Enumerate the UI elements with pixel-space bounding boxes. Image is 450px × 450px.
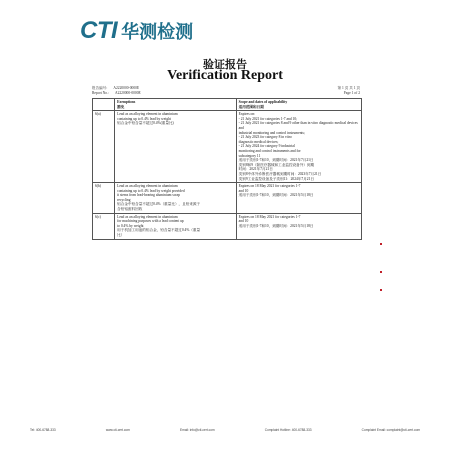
table-row — [93, 111, 362, 183]
scope-line: subcategory 11 — [238, 153, 261, 158]
row-number: 6(b) — [93, 183, 115, 214]
table-row — [93, 213, 362, 239]
exemption-line: to 0.4% by weight — [117, 223, 144, 228]
row-number: 6(a) — [93, 111, 115, 183]
scope-line: 时间：2021年7月21日 — [238, 167, 273, 172]
scope-line: - 21 July 2021 for categories 1-7 and 10; — [238, 116, 298, 121]
scope-line: Expires on 18 May 2021 for categories 1-7 — [238, 184, 301, 189]
scope-line: and 10 — [238, 219, 249, 224]
scope-line: - 21 July 2024 for category 9 industrial — [238, 144, 295, 149]
scope-line: and 10 — [238, 188, 249, 193]
title-chinese: 验证报告 — [203, 58, 247, 71]
scope-line: 适用于类别1-7和10，到期时间：2021年5月18日 — [238, 193, 314, 198]
scope-cell — [236, 213, 361, 239]
exemption-table — [92, 98, 362, 240]
footer-complaint-tel: Complaint Hotline: 400-6788-333 — [264, 428, 312, 432]
exemption-line: 用于机加工用途的铝合金，铅含量不超过0.4%（重量 — [117, 228, 201, 233]
exemption-line: 铝合金中铅含量不超过0.4%(重量比) — [117, 121, 174, 126]
exemption-line: it stems from lead-bearing aluminium scrap — [117, 193, 180, 198]
meta-row-en — [92, 91, 360, 96]
exemption-line: 含铅铝废料回收 — [117, 207, 143, 212]
scope-line: 适用于类别1-7和10，到期时间：2021年5月18日 — [238, 223, 314, 228]
header-exemptions: Exemptions 豁免 — [115, 99, 237, 111]
table-header-row — [93, 99, 362, 111]
scope-line: diagnostic medical devices; — [238, 139, 279, 144]
scope-line: - 21 July 2023 for category 8 in vitro — [238, 135, 292, 140]
scope-line: - 21 July 2021 for categories 8 and 9 other than in vitro diagnostic medical devices and — [238, 121, 358, 130]
report-no-cn: A2220000-0000E — [113, 86, 140, 90]
report-no-en: A2220000-0000E — [114, 91, 141, 95]
scope-line: 适用于类别1-7和10，到期时间：2021年7月21日 — [238, 158, 314, 163]
report-no-label-en: Report No.: — [92, 91, 109, 95]
exemption-cell — [115, 111, 237, 183]
scope-line: 类别8中体外诊断医疗器械到期时间：2023年7月21日 — [238, 171, 322, 176]
scope-line: 类别9工业监控设备及子类别11：2024年7月21日 — [238, 176, 314, 181]
footer-tel: Tel: 400-6788-333 — [30, 428, 56, 432]
page-indicator-en: Page 1 of 2 — [343, 91, 360, 95]
exemption-line: Lead as an alloying element in aluminium — [117, 112, 178, 117]
footer-web: www.cti-cert.com — [105, 428, 130, 432]
exemption-cell — [115, 183, 237, 214]
scope-line: Expires on: — [238, 112, 256, 117]
exemption-line: for machining purposes with a lead content up — [117, 219, 184, 224]
footer-complaint-email: Complaint Email: complaint@cti-cert.com — [361, 428, 420, 432]
report-no-label-cn: 报告编号: — [92, 86, 108, 90]
footer-email: Email: info@cti-cert.com — [180, 428, 215, 432]
exemption-line: 比） — [117, 233, 125, 238]
scope-line: Expires on 18 May 2021 for categories 1-7 — [238, 214, 301, 219]
logo-brand: CTI — [80, 17, 118, 44]
row-number: 6(c) — [93, 213, 115, 239]
title-english: Verification Report — [167, 68, 283, 83]
exemption-line: Lead as an alloying element in aluminium — [117, 184, 178, 189]
exemption-line: containing up to 0.4% lead by weight provided — [117, 188, 185, 193]
page-indicator-cn: 第 1 页 共 1 页 — [337, 86, 360, 90]
exemption-line: 铝合金中铅含量不超过0.4%（重量比），且铅来源于 — [117, 202, 201, 207]
exemption-cell — [115, 213, 237, 239]
exemption-line: Lead as an alloying element in aluminium — [117, 214, 178, 219]
red-dot-mark — [380, 243, 382, 245]
exemption-line: recycling — [117, 197, 131, 202]
page-footer — [30, 428, 420, 432]
red-dot-mark — [380, 271, 382, 273]
cti-logo — [80, 16, 193, 46]
exemption-line: containing up to 0.4% lead by weight — [117, 116, 171, 121]
scope-line: 类别8和9（除医疗器械和工业监控设备外）到期 — [238, 162, 315, 167]
scope-line: monitoring and control instruments and for — [238, 148, 301, 153]
logo-chinese: 华测检测 — [121, 22, 194, 43]
red-dot-mark — [380, 289, 382, 291]
scope-cell — [236, 111, 361, 183]
table-row — [93, 183, 362, 214]
header-no — [93, 99, 115, 111]
header-scope: Scope and dates of applicability 适用范围和日期 — [236, 99, 361, 111]
scope-cell — [236, 183, 361, 214]
scope-line: industrial monitoring and control instruments; — [238, 130, 305, 135]
